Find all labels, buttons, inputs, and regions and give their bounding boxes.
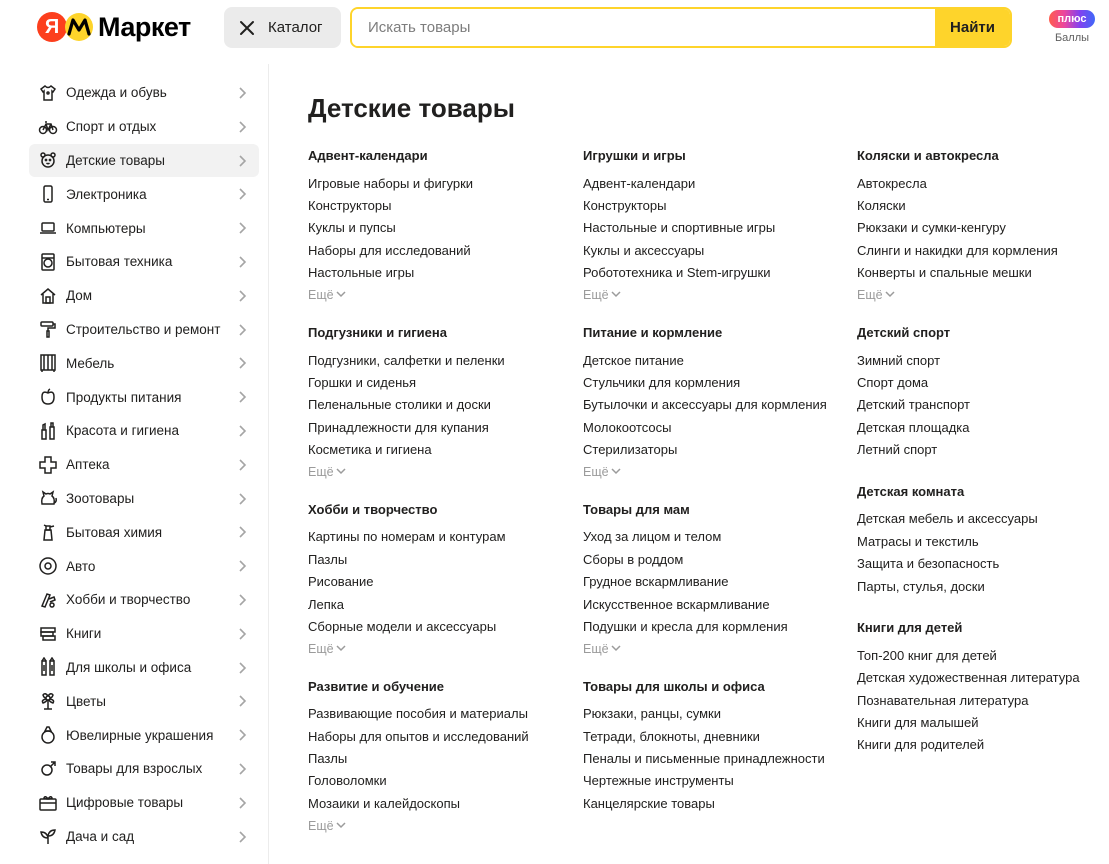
subcategory-link[interactable]: Мозаики и калейдоскопы — [308, 795, 460, 811]
category-column-3 — [857, 147, 1109, 778]
sidebar-item[interactable] — [29, 515, 268, 549]
sidebar-item-label: Для школы и офиса — [66, 659, 192, 675]
sidebar-item[interactable] — [29, 76, 268, 110]
sidebar-item[interactable] — [29, 651, 268, 685]
sidebar-item-label: Продукты питания — [66, 389, 182, 405]
category-group-title[interactable]: Детская комната — [857, 483, 965, 499]
chevron-down-icon — [336, 468, 346, 475]
category-group-title[interactable]: Подгузники и гигиена — [308, 324, 447, 340]
subcategory-link[interactable]: Детская площадка — [857, 419, 970, 435]
subcategory-link[interactable]: Конверты и спальные мешки — [857, 265, 1032, 281]
sidebar-item-label: Одежда и обувь — [66, 85, 167, 101]
category-group-title[interactable]: Питание и кормление — [583, 324, 723, 340]
subcategory-link[interactable]: Бутылочки и аксессуары для кормления — [583, 397, 827, 413]
laptop-icon — [38, 218, 58, 238]
show-more-label: Ещё — [583, 287, 609, 302]
chevron-down-icon — [885, 291, 895, 298]
chevron-down-icon — [336, 645, 346, 652]
category-group — [308, 501, 568, 656]
wardrobe-icon — [38, 353, 58, 373]
sidebar-item[interactable] — [29, 718, 268, 752]
category-group — [857, 324, 1109, 461]
sidebar-item-label: Строительство и ремонт — [66, 321, 221, 337]
subcategory-link[interactable]: Куклы и аксессуары — [583, 242, 705, 258]
category-group-title[interactable]: Товары для школы и офиса — [583, 678, 765, 694]
subcategory-link[interactable]: Лепка — [308, 596, 345, 612]
subcategory-link[interactable]: Уход за лицом и телом — [583, 529, 722, 545]
sidebar-item-label: Хобби и творчество — [66, 592, 191, 608]
subcategory-link[interactable]: Спорт дома — [857, 374, 929, 390]
sidebar-item-label: Книги — [66, 626, 102, 642]
sidebar-item[interactable] — [29, 346, 268, 380]
subcategory-link[interactable]: Робототехника и Stem-игрушки — [583, 265, 771, 281]
subcategory-link[interactable]: Картины по номерам и контурам — [308, 529, 506, 545]
show-more-link[interactable] — [857, 284, 1109, 302]
show-more-link[interactable] — [583, 284, 843, 302]
subcategory-link[interactable]: Молокоотсосы — [583, 419, 672, 435]
category-group-title[interactable]: Игрушки и игры — [583, 148, 686, 163]
medical-cross-icon — [38, 455, 58, 475]
subcategory-link[interactable]: Пеленальные столики и доски — [308, 397, 491, 413]
pencils-icon — [38, 657, 58, 677]
chevron-down-icon — [611, 291, 621, 298]
adult-icon — [38, 759, 58, 779]
sidebar-item-label: Цифровые товары — [66, 795, 184, 811]
paint-roller-icon — [38, 319, 58, 339]
sidebar-item-label: Бытовая химия — [66, 524, 163, 540]
search-button[interactable]: Найти — [935, 9, 1010, 46]
chevron-right-icon — [235, 795, 249, 811]
plus-points[interactable] — [1049, 9, 1095, 49]
sidebar-item[interactable] — [29, 684, 268, 718]
subcategory-link[interactable]: Тетради, блокноты, дневники — [583, 728, 760, 744]
subcategory-link[interactable]: Чертежные инструменты — [583, 773, 734, 789]
sidebar-item[interactable] — [29, 177, 268, 211]
subcategory-link[interactable]: Защита и безопасность — [857, 556, 1000, 572]
subcategory-link[interactable]: Рюкзаки и сумки-кенгуру — [857, 220, 1006, 236]
show-more-label: Ещё — [857, 287, 883, 302]
sidebar-item[interactable] — [29, 820, 268, 854]
sidebar-item[interactable] — [29, 448, 268, 482]
subcategory-link[interactable]: Куклы и пупсы — [308, 220, 396, 236]
sidebar-item[interactable] — [29, 110, 268, 144]
category-group-title[interactable]: Развитие и обучение — [308, 678, 445, 694]
chevron-right-icon — [235, 457, 249, 473]
sidebar-item-label: Красота и гигиена — [66, 423, 179, 439]
chevron-down-icon — [611, 468, 621, 475]
category-sidebar — [29, 76, 268, 853]
chevron-down-icon — [336, 822, 346, 829]
show-more-label: Ещё — [308, 287, 334, 302]
category-group — [308, 147, 568, 302]
subcategory-link[interactable]: Сборные модели и аксессуары — [308, 618, 497, 634]
subcategory-link[interactable]: Топ-200 книг для детей — [857, 647, 997, 663]
sidebar-item[interactable] — [29, 245, 268, 279]
show-more-link[interactable] — [583, 638, 843, 656]
sidebar-item-label: Мебель — [66, 355, 115, 371]
sidebar-item-label: Дача и сад — [66, 828, 135, 844]
sidebar-item[interactable] — [29, 583, 268, 617]
chevron-right-icon — [235, 423, 249, 439]
search-input[interactable] — [352, 9, 935, 46]
books-icon — [38, 624, 58, 644]
sidebar-item-label: Зоотовары — [66, 490, 135, 506]
sidebar-item[interactable] — [29, 380, 268, 414]
subcategory-link[interactable]: Коляски — [857, 198, 906, 214]
show-more-label: Ещё — [308, 641, 334, 656]
subcategory-link[interactable]: Стульчики для кормления — [583, 374, 741, 390]
subcategory-link[interactable]: Детский транспорт — [857, 397, 970, 413]
show-more-label: Ещё — [583, 641, 609, 656]
subcategory-link[interactable]: Наборы для исследований — [308, 242, 471, 258]
sidebar-item-label: Дом — [66, 288, 93, 304]
category-group-title[interactable]: Коляски и автокресла — [857, 148, 999, 163]
subcategory-link[interactable]: Канцелярские товары — [583, 795, 715, 811]
category-group — [583, 501, 843, 656]
subcategory-link[interactable]: Зимний спорт — [857, 352, 941, 368]
subcategory-link[interactable]: Детское питание — [583, 352, 684, 368]
category-group — [583, 678, 843, 815]
plant-icon — [38, 826, 58, 846]
show-more-label: Ещё — [308, 818, 334, 833]
steering-wheel-icon — [38, 556, 58, 576]
sidebar-item-label: Детские товары — [66, 152, 165, 168]
page-title: Детские товары — [308, 93, 515, 123]
chevron-right-icon — [235, 153, 249, 169]
sidebar-item[interactable] — [29, 144, 259, 178]
lipstick-icon — [38, 421, 58, 441]
subcategory-link[interactable]: Летний спорт — [857, 442, 938, 458]
chevron-right-icon — [235, 254, 249, 270]
apple-icon — [38, 387, 58, 407]
subcategory-link[interactable]: Конструкторы — [308, 198, 392, 214]
subcategory-link[interactable]: Детская мебель и аксессуары — [857, 511, 1038, 527]
sidebar-item[interactable] — [29, 414, 268, 448]
sidebar-item[interactable] — [29, 617, 268, 651]
sidebar-item[interactable] — [29, 752, 268, 786]
subcategory-link[interactable]: Книги для родителей — [857, 737, 985, 753]
subcategory-link[interactable]: Сборы в роддом — [583, 551, 684, 567]
chevron-right-icon — [235, 322, 249, 338]
ring-icon — [38, 725, 58, 745]
subcategory-link[interactable]: Детская художественная литература — [857, 670, 1080, 686]
subcategory-link[interactable]: Грудное вскармливание — [583, 574, 729, 590]
chevron-down-icon — [336, 291, 346, 298]
smartphone-icon — [38, 184, 58, 204]
chevron-right-icon — [235, 389, 249, 405]
chevron-right-icon — [235, 829, 249, 845]
category-group-title[interactable]: Адвент-календари — [308, 148, 428, 163]
plus-badge: плюс — [1049, 10, 1095, 28]
subcategory-link[interactable]: Настольные и спортивные игры — [583, 220, 776, 236]
subcategory-link[interactable]: Рисование — [308, 574, 374, 590]
header — [0, 0, 1109, 60]
bicycle-icon — [38, 117, 58, 137]
sidebar-item-label: Аптека — [66, 457, 110, 473]
sidebar-divider — [268, 64, 269, 864]
subcategory-link[interactable]: Познавательная литература — [857, 692, 1029, 708]
sidebar-item-label: Авто — [66, 558, 96, 574]
sidebar-item[interactable] — [29, 211, 268, 245]
show-more-link[interactable] — [308, 815, 568, 833]
subcategory-link[interactable]: Искусственное вскармливание — [583, 596, 770, 612]
cat-icon — [38, 488, 58, 508]
category-group-title[interactable]: Хобби и творчество — [308, 501, 438, 517]
subcategory-link[interactable]: Стерилизаторы — [583, 442, 678, 458]
teddy-bear-icon — [38, 150, 58, 170]
subcategory-link[interactable]: Настольные игры — [308, 265, 415, 281]
chevron-right-icon — [235, 220, 249, 236]
category-group — [308, 324, 568, 479]
subcategory-link[interactable]: Автокресла — [857, 175, 927, 191]
show-more-link[interactable] — [583, 461, 843, 479]
sidebar-item[interactable] — [29, 786, 268, 820]
chevron-right-icon — [235, 660, 249, 676]
subcategory-link[interactable]: Рюкзаки, ранцы, сумки — [583, 706, 722, 722]
sidebar-item[interactable] — [29, 482, 268, 516]
subcategory-link[interactable]: Парты, стулья, доски — [857, 578, 985, 594]
catalog-label: Каталог — [268, 19, 323, 36]
sidebar-item[interactable] — [29, 313, 268, 347]
subcategory-link[interactable]: Головоломки — [308, 773, 387, 789]
shirt-icon — [38, 83, 58, 103]
show-more-link[interactable] — [308, 638, 568, 656]
subcategory-link[interactable]: Пеналы и письменные принадлежности — [583, 751, 825, 767]
logo-ya-circle: Я — [37, 12, 67, 42]
market-m-icon — [64, 12, 94, 42]
washing-machine-icon — [38, 252, 58, 272]
chevron-right-icon — [235, 355, 249, 371]
close-icon — [238, 19, 256, 37]
sidebar-item-label: Бытовая техника — [66, 254, 173, 270]
chevron-right-icon — [235, 558, 249, 574]
chevron-right-icon — [235, 727, 249, 743]
yandex-market-logo[interactable] — [37, 10, 191, 44]
subcategory-link[interactable]: Конструкторы — [583, 198, 667, 214]
sidebar-item-label: Компьютеры — [66, 220, 146, 236]
category-group — [583, 324, 843, 479]
spray-bottle-icon — [38, 522, 58, 542]
chevron-down-icon — [611, 645, 621, 652]
subcategory-link[interactable]: Пазлы — [308, 751, 348, 767]
category-group-title[interactable]: Детский спорт — [857, 324, 951, 340]
chevron-right-icon — [235, 119, 249, 135]
subcategory-link[interactable]: Игровые наборы и фигурки — [308, 175, 474, 191]
sidebar-item-label: Спорт и отдых — [66, 119, 157, 135]
chevron-right-icon — [235, 491, 249, 507]
subcategory-link[interactable]: Пазлы — [308, 551, 348, 567]
chevron-right-icon — [235, 693, 249, 709]
show-more-link[interactable] — [308, 284, 568, 302]
show-more-link[interactable] — [308, 461, 568, 479]
subcategory-link[interactable]: Матрасы и текстиль — [857, 533, 979, 549]
category-group — [857, 619, 1109, 756]
subcategory-link[interactable]: Адвент-календари — [583, 175, 696, 191]
house-icon — [38, 286, 58, 306]
logo-text: Маркет — [98, 11, 191, 42]
plus-points-label: Баллы — [1054, 32, 1090, 44]
chevron-right-icon — [235, 288, 249, 304]
flower-icon — [38, 691, 58, 711]
chevron-right-icon — [235, 186, 249, 202]
show-more-label: Ещё — [583, 464, 609, 479]
subcategory-link[interactable]: Книги для малышей — [857, 715, 979, 731]
chevron-right-icon — [235, 85, 249, 101]
subcategory-link[interactable]: Горшки и сиденья — [308, 374, 417, 390]
sidebar-item[interactable] — [29, 549, 268, 583]
gift-card-icon — [38, 793, 58, 813]
subcategory-link[interactable]: Косметика и гигиена — [308, 442, 432, 458]
subcategory-link[interactable]: Развивающие пособия и материалы — [308, 706, 528, 722]
sidebar-item[interactable] — [29, 279, 268, 313]
category-column-2 — [583, 147, 843, 837]
category-group-title[interactable]: Товары для мам — [583, 501, 690, 517]
subcategory-link[interactable]: Слинги и накидки для кормления — [857, 242, 1058, 258]
category-group-title[interactable]: Книги для детей — [857, 620, 963, 636]
chevron-right-icon — [235, 626, 249, 642]
sidebar-item-label: Товары для взрослых — [66, 761, 203, 777]
chevron-right-icon — [235, 592, 249, 608]
chevron-right-icon — [235, 761, 249, 777]
subcategory-link[interactable]: Принадлежности для купания — [308, 419, 489, 435]
category-group — [583, 147, 843, 302]
show-more-label: Ещё — [308, 464, 334, 479]
subcategory-link[interactable]: Подгузники, салфетки и пеленки — [308, 352, 505, 368]
sidebar-item-label: Электроника — [66, 186, 147, 202]
category-group — [308, 678, 568, 833]
search-bar — [350, 7, 1012, 48]
category-group — [857, 483, 1109, 598]
sidebar-item-label: Цветы — [66, 693, 106, 709]
chevron-right-icon — [235, 524, 249, 540]
catalog-button[interactable] — [224, 7, 341, 48]
sidebar-item-label: Ювелирные украшения — [66, 727, 214, 743]
category-column-1 — [308, 147, 568, 855]
palette-icon — [38, 590, 58, 610]
category-group — [857, 147, 1109, 302]
subcategory-link[interactable]: Подушки и кресла для кормления — [583, 618, 788, 634]
subcategory-link[interactable]: Наборы для опытов и исследований — [308, 728, 529, 744]
